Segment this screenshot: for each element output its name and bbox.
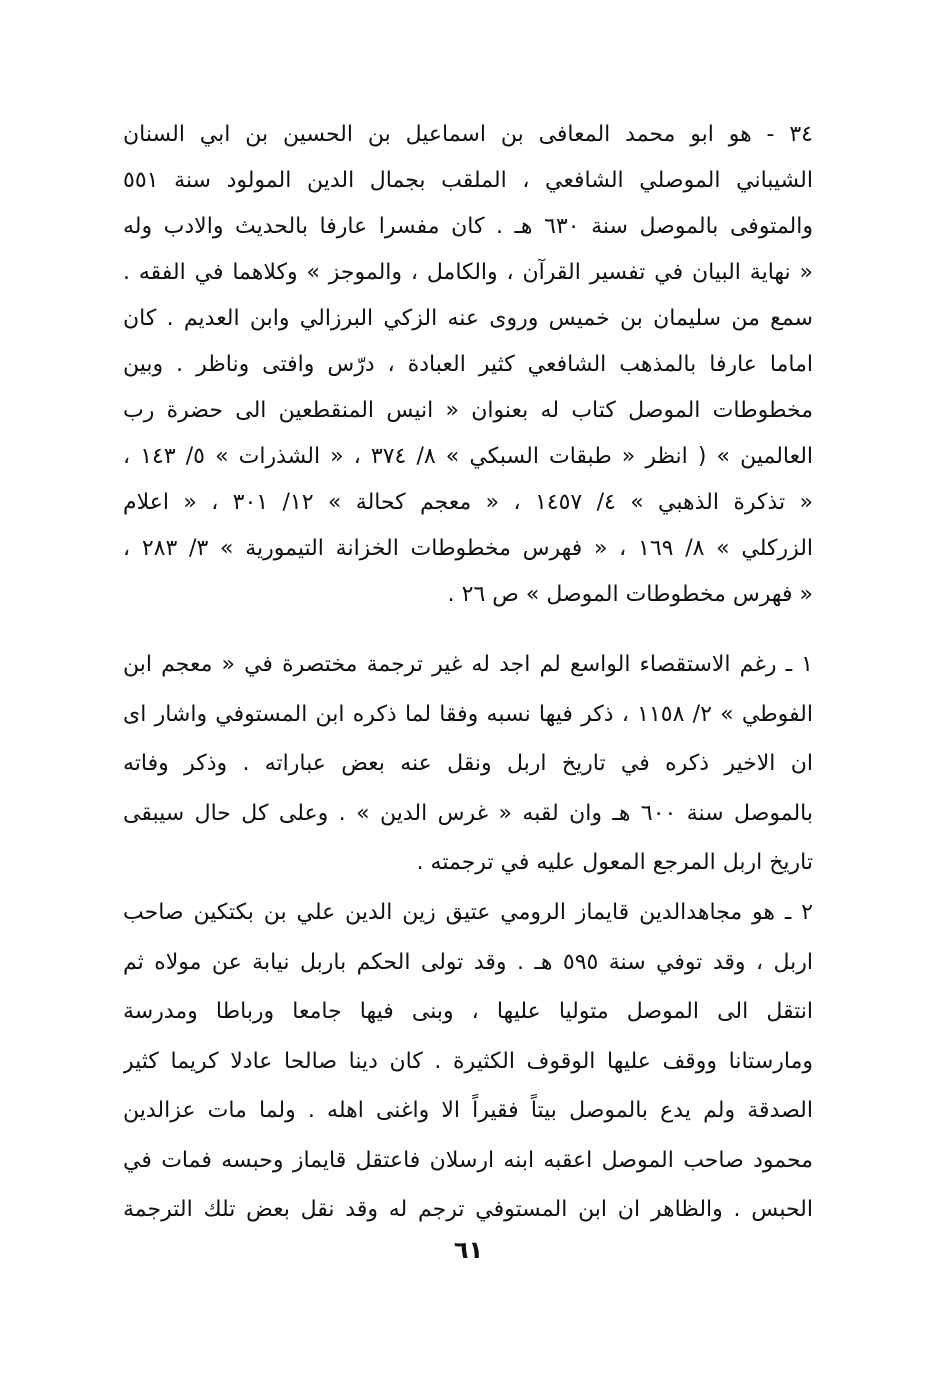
text-line: والمتوفى بالموصل سنة ٦٣٠ هـ . كان مفسرا عارفا بالحديث والادب وله <box>123 214 813 239</box>
text-line: اماما عارفا بالمذهب الشافعي كثير العبادة ، درّس وافتى وناظر . وبين <box>123 352 813 377</box>
text-line: الزركلي » ٨/ ١٦٩ ، « فهرس مخطوطات الخزانة التيمورية » ٣/ ٢٨٣ ، <box>123 536 813 561</box>
text-line: الشيباني الموصلي الشافعي ، الملقب بجمال الدين المولود سنة ٥٥١ <box>123 168 813 193</box>
text-line: الحبس . والظاهر ان ابن المستوفي ترجم له وقد نقل بعض تلك الترجمة <box>123 1197 813 1222</box>
text-line: محمود صاحب الموصل اعقبه ابنه ارسلان فاعتقل قايماز وحبسه فمات في <box>123 1147 813 1173</box>
text-line: ان الاخير ذكره في تاريخ اربل ونقل عنه بعض عباراته . وذكر وفاته <box>123 751 813 776</box>
text-line: ٣٤ - هو ابو محمد المعافى بن اسماعيل بن الحسين بن ابي السنان <box>123 122 813 147</box>
text-line: « تذكرة الذهبي » ٤/ ١٤٥٧ ، « معجم كحالة » ١٢/ ٣٠١ ، « اعلام <box>123 490 813 515</box>
text-line: العالمين » ( انظر « طبقات السبكي » ٨/ ٣٧٤ ، « الشذرات » ٥/ ١٤٣ ، <box>123 444 813 469</box>
footnote-1 <box>123 640 813 888</box>
text-line: ومارستانا ووقف عليها الوقوف الكثيرة . كان دينا صالحا عادلا كريما كثير <box>123 1048 813 1074</box>
text-line: انتقل الى الموصل متوليا عليها ، وبنى فيها جامعا ورباطا ومدرسة <box>123 999 813 1024</box>
text-line: بالموصل سنة ٦٠٠ هـ وان لقبه « غرس الدين » . وعلى كل حال سيبقى <box>123 800 813 826</box>
text-line: اربل ، وقد توفي سنة ٥٩٥ هـ . وقد تولى الحكم باربل نيابة عن مولاه ثم <box>123 949 813 975</box>
text-line: ١ ـ رغم الاستقصاء الواسع لم اجد له غير ترجمة مختصرة في « معجم ابن <box>123 652 813 677</box>
page-number: ٦١ <box>453 1236 484 1264</box>
footnote-2 <box>123 888 813 1235</box>
text-line: تاريخ اربل المرجع المعول عليه في ترجمته . <box>416 850 813 875</box>
text-line: الفوطي » ٢/ ١١٥٨ ، ذكر فيها نسبه وفقا لما ذكره ابن المستوفي واشار اى <box>123 701 813 727</box>
text-line: مخطوطات الموصل كتاب له بعنوان « انيس المنقطعين الى حضرة رب <box>123 398 813 423</box>
text-line: الصدقة ولم يدع بالموصل بيتاً فقيراً الا واغنى اهله . ولما مات عزالدين <box>123 1098 813 1123</box>
text-line: « فهرس مخطوطات الموصل » ص ٢٦ . <box>447 582 813 607</box>
text-line: ٢ ـ هو مجاهدالدين قايماز الرومي عتيق زين الدين علي بن بكتكين صاحب <box>123 900 813 925</box>
text-line: « نهاية البيان في تفسير القرآن ، والكامل ، والموجز » وكلاهما في الفقه . <box>123 260 813 285</box>
biography-entry-34 <box>123 112 813 618</box>
text-line: سمع من سليمان بن خميس وروى عنه الزكي البرزالي وابن العديم . كان <box>123 306 813 331</box>
